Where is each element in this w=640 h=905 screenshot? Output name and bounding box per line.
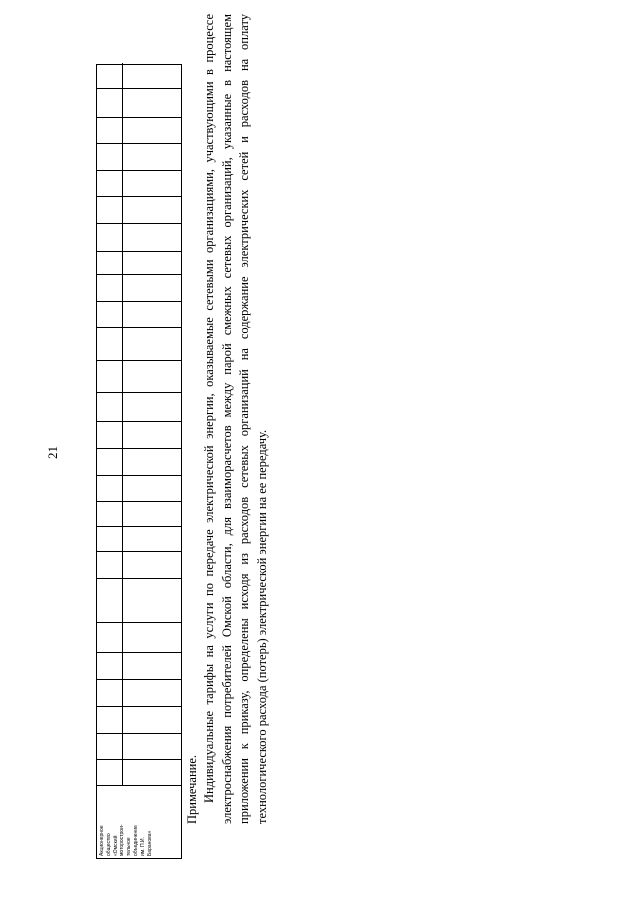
- organization-name-line: Акционерное: [99, 825, 105, 856]
- table-column-divider: [97, 578, 181, 579]
- organization-name-line: Баранова»: [146, 830, 153, 856]
- table-column-divider: [97, 170, 181, 171]
- table-column-divider: [97, 421, 181, 422]
- tariff-table-fragment: [96, 64, 182, 859]
- note-text: Индивидуальные тарифы на услуги по передаче электрической энергии, оказываемые сетевыми организациями, участвующими в процессе электроснабжения потребителей Омской области, для взаиморасчетов между парой смежных сетевых организаций, указанные в настоящем приложении к приказу, определены исходя из расходов сетевых организаций на содержание электрических сетей и расходов на оплату технологического расхода (потерь) электрической энергии на ее передачу.: [202, 14, 269, 824]
- table-column-divider: [97, 88, 181, 89]
- organization-name-line: общество: [105, 833, 112, 856]
- organization-name-line: тельное: [126, 837, 133, 856]
- table-column-divider: [97, 327, 181, 328]
- table-column-divider: [97, 143, 181, 144]
- table-row-divider: [122, 63, 123, 786]
- table-column-divider: [97, 301, 181, 302]
- organization-name-line: им. П.И.: [139, 837, 146, 856]
- table-column-divider: [97, 448, 181, 449]
- table-column-divider: [97, 706, 181, 707]
- table-column-divider: [97, 652, 181, 653]
- table-column-divider: [97, 551, 181, 552]
- organization-name-line: «Омский: [112, 835, 119, 856]
- table-column-divider: [97, 360, 181, 361]
- table-column-divider: [97, 223, 181, 224]
- table-column-divider: [97, 526, 181, 527]
- table-column-divider: [97, 251, 181, 252]
- table-column-divider: [97, 733, 181, 734]
- table-column-divider: [97, 392, 181, 393]
- table-column-divider: [97, 622, 181, 623]
- table-column-divider: [97, 759, 181, 760]
- table-column-divider: [97, 117, 181, 118]
- table-column-divider: [97, 679, 181, 680]
- note-block: [184, 14, 271, 824]
- page-number: 21: [45, 446, 60, 459]
- table-column-divider: [97, 475, 181, 476]
- organization-name-line: объединение: [132, 825, 139, 856]
- table-column-divider: [97, 274, 181, 275]
- table-column-divider: [97, 785, 181, 786]
- organization-name-line: моторострои-: [119, 824, 126, 856]
- note-heading: Примечание.: [185, 754, 199, 824]
- organization-name-cell: [99, 788, 153, 856]
- table-column-divider: [97, 501, 181, 502]
- table-column-divider: [97, 196, 181, 197]
